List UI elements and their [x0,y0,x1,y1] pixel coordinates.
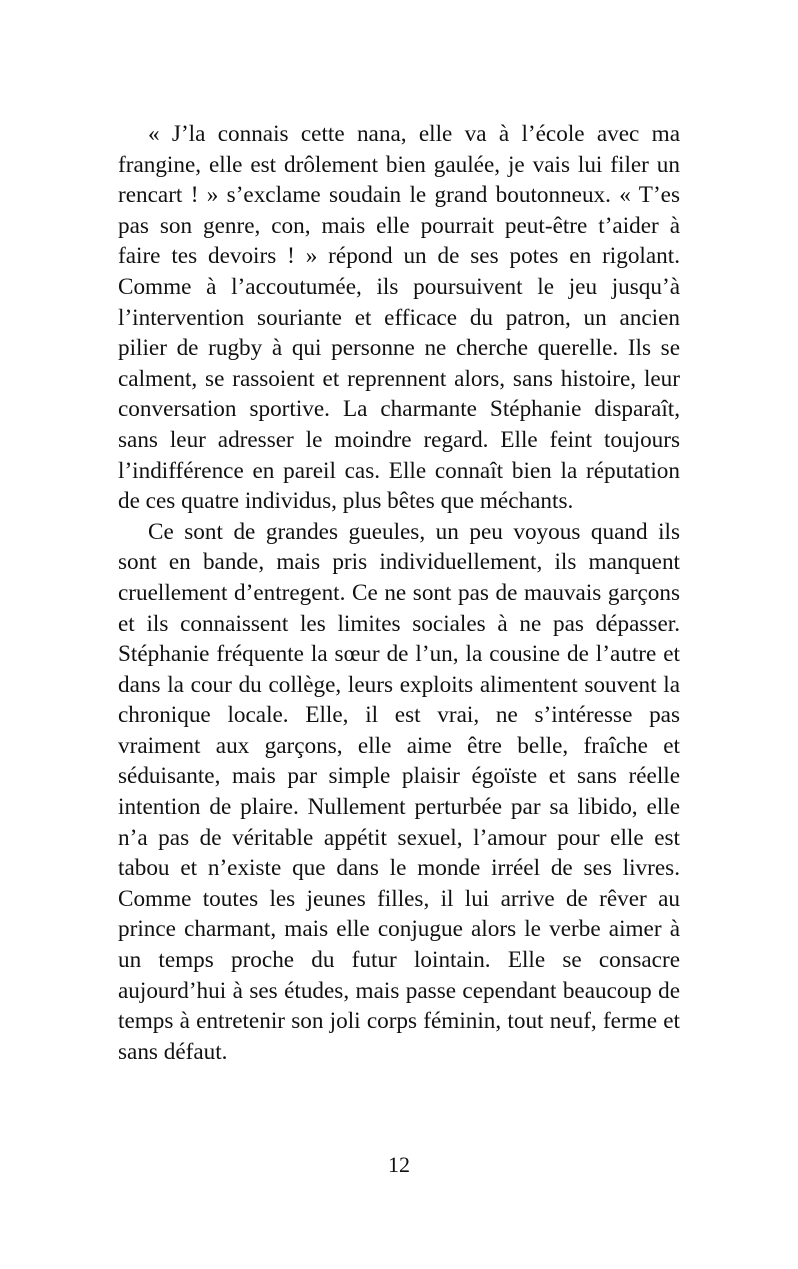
page-number: 12 [388,1152,410,1177]
page-body [118,119,680,1067]
paragraph-2: Ce sont de grandes gueules, un peu voyous quand ils sont en bande, mais pris individuellement, ils manquent cruellement d’entregent. Ce ne sont pas de mauvais garçons et ils connaissent les limites sociales à ne pas dépasser. Stéphanie fréquente la sœur de l’un, la cousine de l’autre et dans la cour du collège, leurs exploits alimentent souvent la chronique locale. Elle, il est vrai, ne s’intéresse pas vraiment aux garçons, elle aime être belle, fraîche et séduisante, mais par simple plaisir égoïste et sans réelle intention de plaire. Nullement perturbée par sa libido, elle n’a pas de véritable appétit sexuel, l’amour pour elle est tabou et n’existe que dans le monde irréel de ses livres. Comme toutes les jeunes filles, il lui arrive de rêver au prince charmant, mais elle conjugue alors le verbe aimer à un temps proche du futur lointain. Elle se consacre aujourd’hui à ses études, mais passe cependant beaucoup de temps à entretenir son joli corps féminin, tout neuf, ferme et sans défaut. [118,518,680,1065]
paragraph-1: « J’la connais cette nana, elle va à l’école avec ma frangine, elle est drôlement bien gaulée, je vais lui filer un rencart ! » s’exclame soudain le grand boutonneux. « T’es pas son genre, con, mais elle pourrait peut-être t’aider à faire tes devoirs ! » répond un de ses potes en rigolant. Comme à l’accoutumée, ils poursuivent le jeu jusqu’à l’intervention souriante et efficace du patron, un ancien pilier de rugby à qui personne ne cherche querelle. Ils se calment, se rassoient et reprennent alors, sans histoire, leur conversation sportive. La charmante Stéphanie disparaît, sans leur adresser le moindre regard. Elle feint toujours l’indifférence en pareil cas. Elle connaît bien la réputation de ces quatre individus, plus bêtes que méchants. [118,121,680,515]
